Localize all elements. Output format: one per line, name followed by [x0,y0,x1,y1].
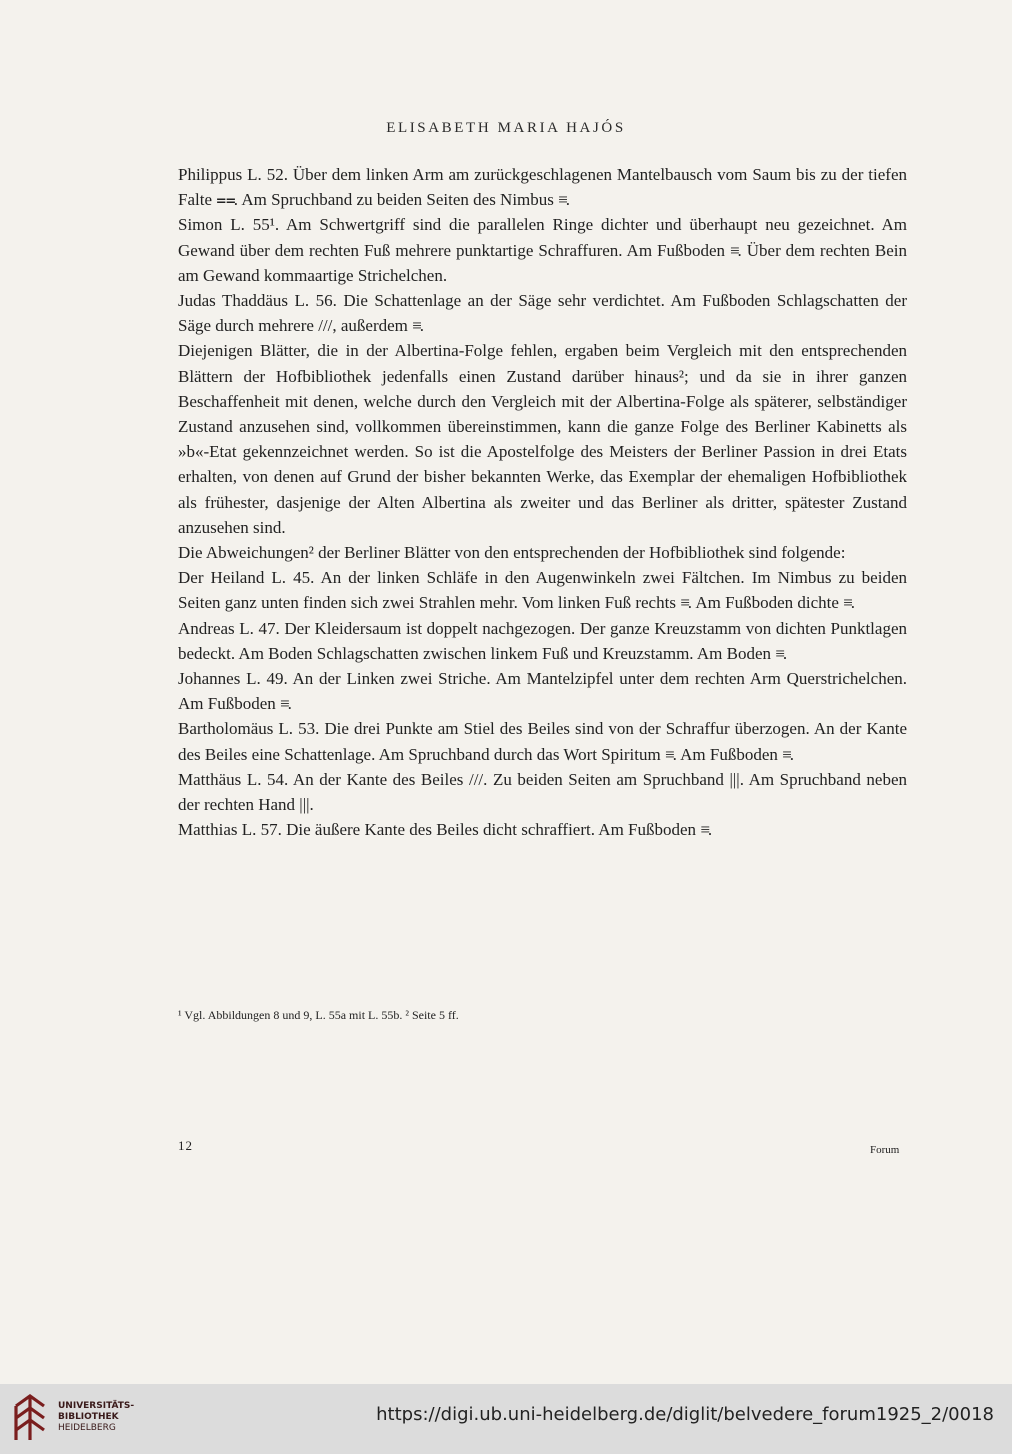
ub-heidelberg-logo-icon[interactable] [10,1392,50,1444]
footnotes: ¹ Vgl. Abbildungen 8 und 9, L. 55a mit L. 55b. ² Seite 5 ff. [178,1008,459,1022]
permalink-url[interactable]: https://digi.ub.uni-heidelberg.de/diglit/belvedere_forum1925_2/0018 [376,1404,994,1425]
printer-signature: Forum [870,1144,900,1156]
paragraph-bartholomaeus: Bartholomäus L. 53. Die drei Punkte am Stiel des Beiles sind von der Schraffur überzogen. An der Kante des Beiles eine Schattenlage. Am Spruchband durch das Wort Spiritum ≡. Am Fußboden ≡. [178,719,907,764]
paragraph-matthaeus: Matthäus L. 54. An der Kante des Beiles ///. Zu beiden Seiten am Spruchband |||. Am Spruchband neben der rechten Hand |||. [178,769,907,815]
paragraph-abweichungen: Die Abweichungen² der Berliner Blätter von den entsprechenden der Hofbibliothek sind folgende: [178,543,846,563]
library-name-line3: HEIDELBERG [58,1423,116,1433]
paragraph-heiland: Der Heiland L. 45. An der linken Schläfe in den Augenwinkeln zwei Fältchen. Im Nimbus zu beiden Seiten ganz unten finden sich zwei Strahlen mehr. Vom linken Fuß rechts ≡. Am Fußboden dichte ≡. [178,568,907,613]
paragraph-philippus: Philippus L. 52. Über dem linken Arm am zurückgeschlagenen Mantelbausch vom Saum bis zu der tiefen Falte ⩵. Am Spruchband zu beiden Seiten des Nimbus ≡. [178,165,907,210]
body-text [178,162,907,842]
library-name[interactable] [58,1401,134,1434]
digitization-footer [0,1384,1012,1454]
paragraph-diejenigen: Diejenigen Blätter, die in der Albertina-Folge fehlen, ergaben beim Vergleich mit den entsprechenden Blättern der Hofbibliothek jedenfalls einen Zustand darüber hinaus²; und da sie in ihrer ganzen Beschaffenheit mit denen, welche durch den Vergleich mit der Albertina-Folge als späterer, selbständiger Zustand anzusehen sind, vollkommen übereinstimmen, kann die ganze Folge des Berliner Kabinetts als »b«-Etat gekennzeichnet werden. So ist die Apostelfolge des Meisters der Berliner Passion in drei Etats erhalten, von denen auf Grund der bisher bekannten Werke, das Exemplar der ehemaligen Hofbibliothek als frühester, dasjenige der Alten Albertina als zweiter und das Berliner als dritter, spätester Zustand anzusehen sind. [178,341,907,537]
paragraph-andreas: Andreas L. 47. Der Kleidersaum ist doppelt nachgezogen. Der ganze Kreuzstamm von dichten Punktlagen bedeckt. Am Boden Schlagschatten zwischen linkem Fuß und Kreuzstamm. Am Boden ≡. [178,618,907,663]
library-name-line2: BIBLIOTHEK [58,1412,119,1422]
paragraph-matthias: Matthias L. 57. Die äußere Kante des Beiles dicht schraffiert. Am Fußboden ≡. [178,820,713,840]
paragraph-judas-thaddaeus: Judas Thaddäus L. 56. Die Schattenlage an der Säge sehr verdichtet. Am Fußboden Schlagschatten der Säge durch mehrere ///, außerdem ≡. [178,291,907,336]
library-name-line1: UNIVERSITÄTS- [58,1401,135,1411]
page-number: 12 [178,1138,193,1153]
paragraph-simon: Simon L. 55¹. Am Schwertgriff sind die parallelen Ringe dichter und überhaupt neu gezeichnet. Am Gewand über dem rechten Fuß mehrere punktartige Schraffuren. Am Fußboden ≡. Über dem rechten Bein am Gewand kommaartige Strichelchen. [178,215,907,285]
running-head: ELISABETH MARIA HAJÓS [386,120,626,136]
paragraph-johannes: Johannes L. 49. An der Linken zwei Striche. Am Mantelzipfel unter dem rechten Arm Querstrichelchen. Am Fußboden ≡. [178,669,907,714]
